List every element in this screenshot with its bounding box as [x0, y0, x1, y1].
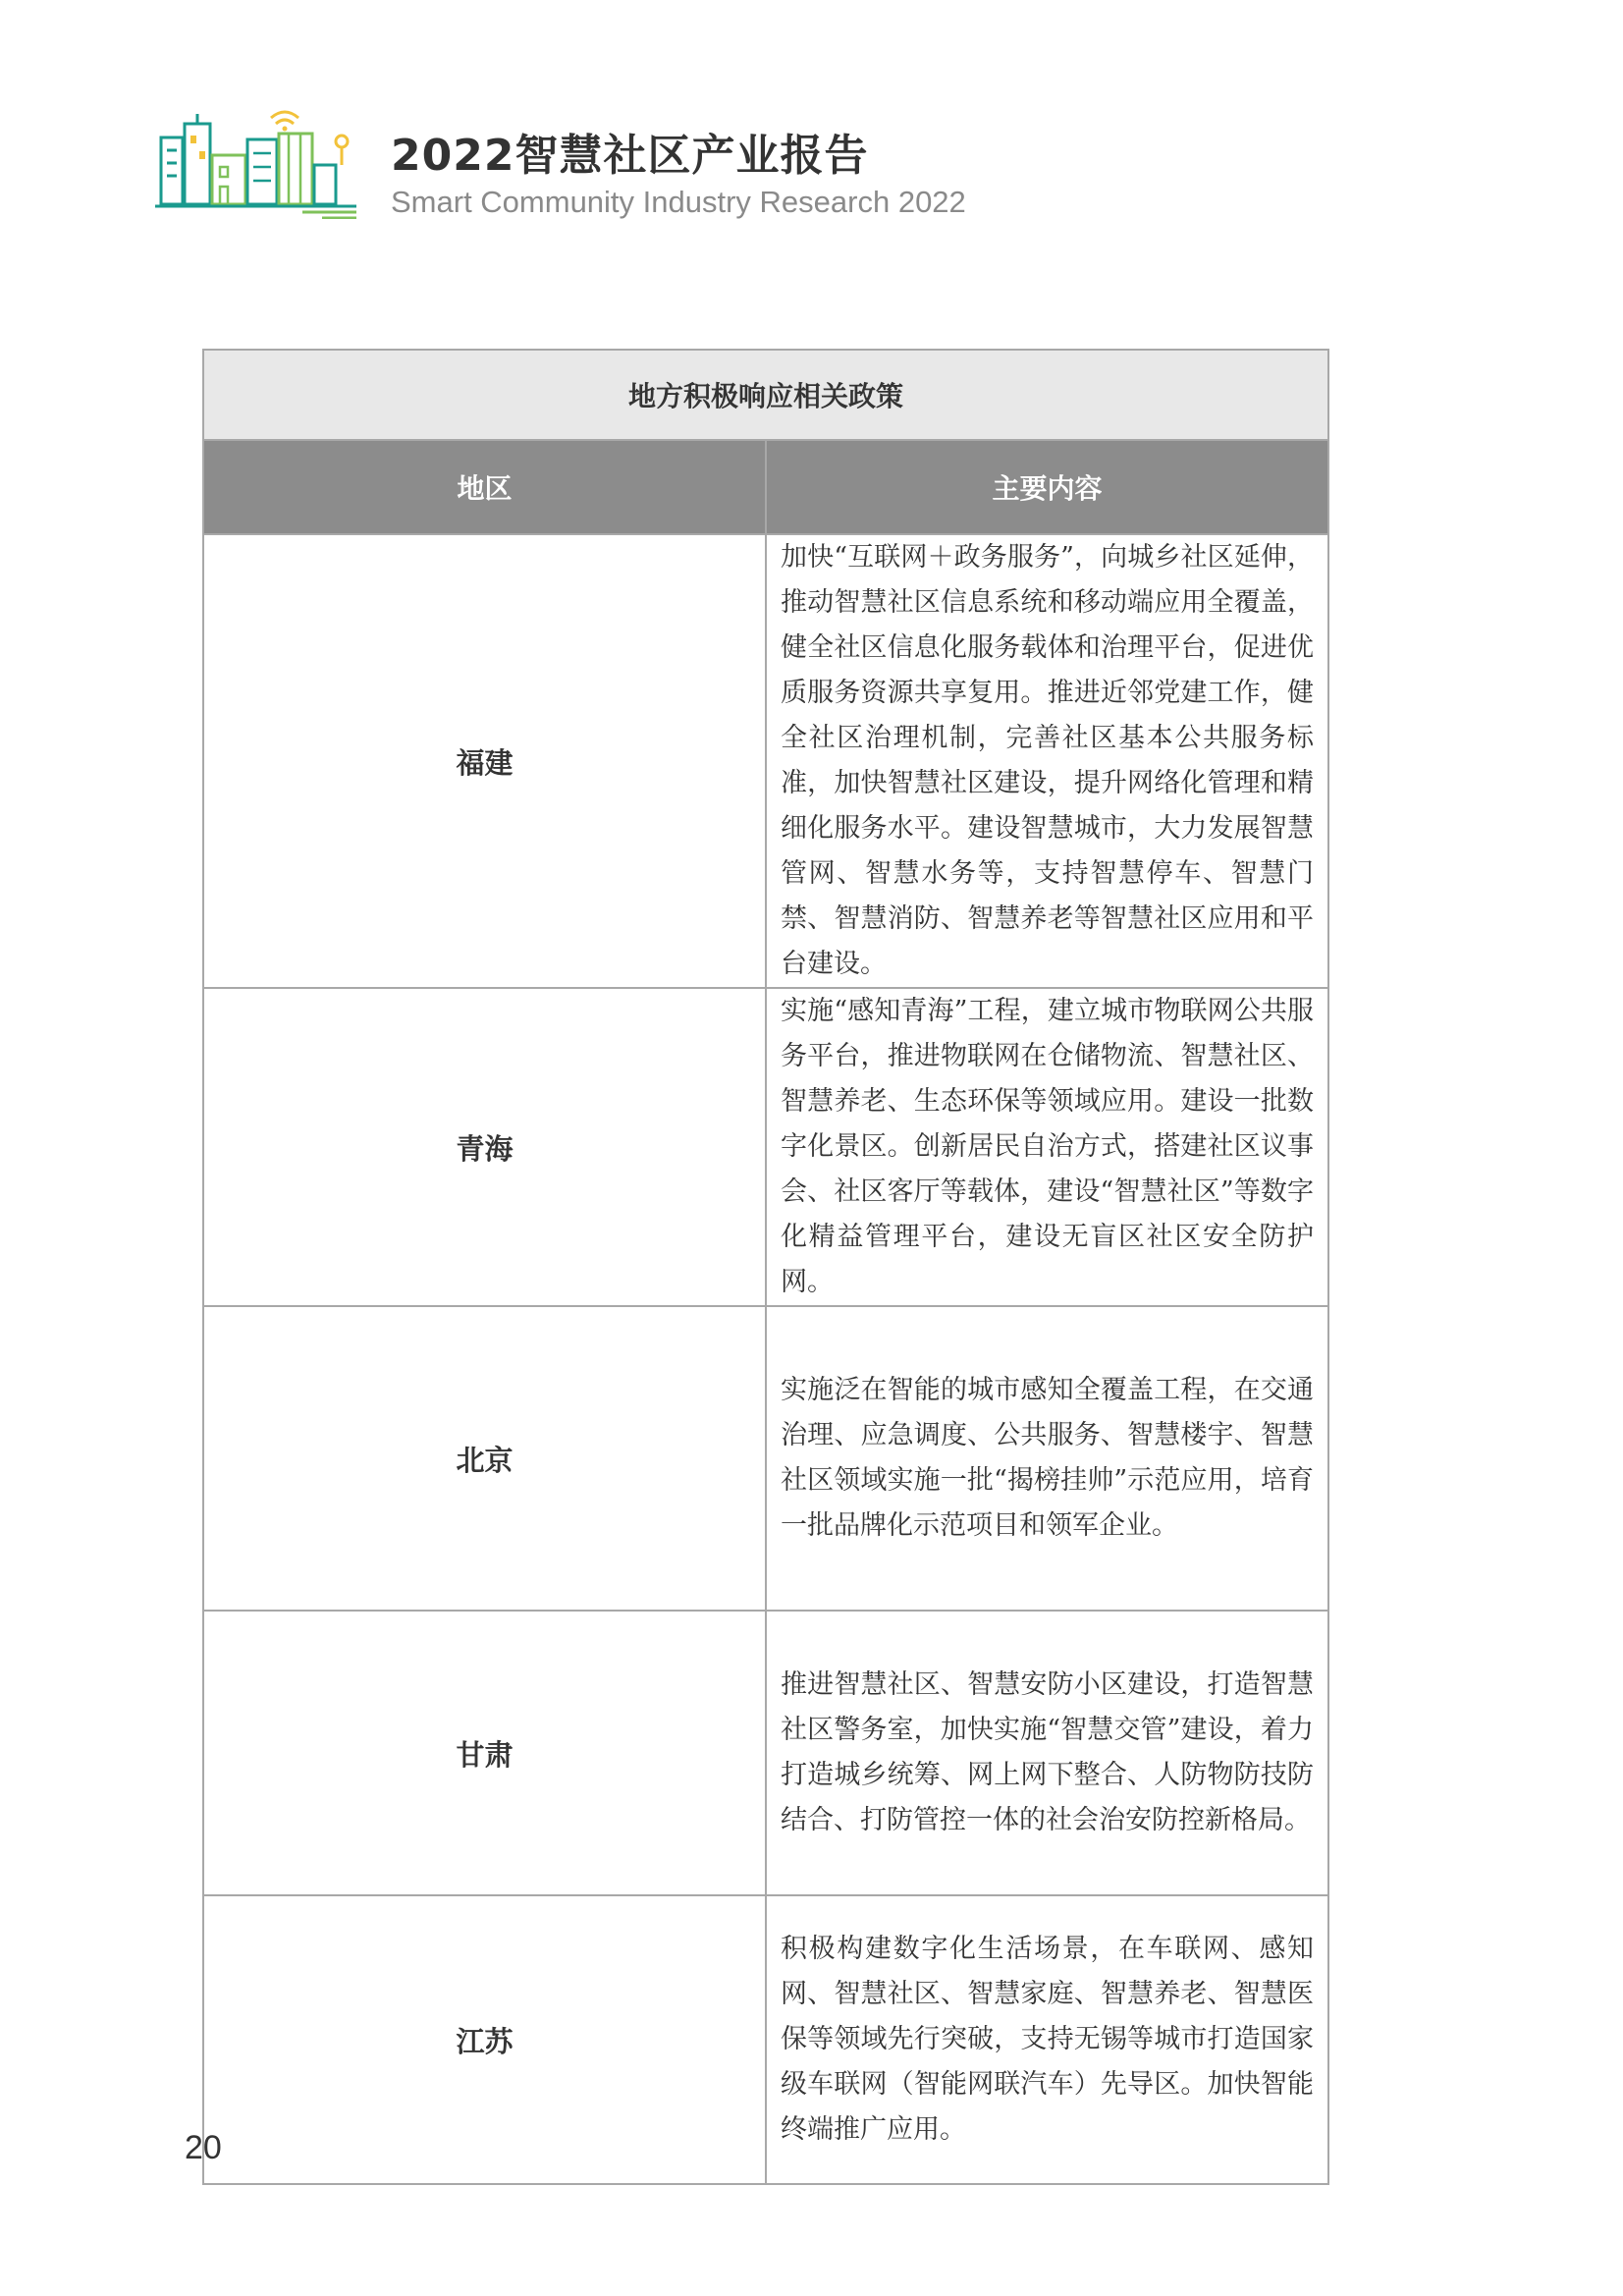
content-cell: 实施“感知青海”工程，建立城市物联网公共服务平台，推进物联网在仓储物流、智慧社区、智慧养老、生态环保等领域应用。建设一批数字化景区。创新居民自治方式，搭建社区议事会、社区客厅等载体，建设“智慧社区”等数字化精益管理平台，建设无盲区社区安全防护网。: [766, 988, 1328, 1306]
table-caption-row: [203, 350, 1328, 440]
region-cell: 甘肃: [203, 1611, 766, 1895]
region-cell: 青海: [203, 988, 766, 1306]
policy-table: [202, 349, 1329, 2185]
column-header-region: 地区: [203, 440, 766, 534]
table-row: [203, 1611, 1328, 1895]
report-title: 2022智慧社区产业报告: [391, 131, 869, 181]
column-header-content: 主要内容: [766, 440, 1328, 534]
city-buildings-logo-icon: [155, 96, 356, 219]
report-header: [155, 96, 1039, 234]
table-row: [203, 1895, 1328, 2184]
table-row: [203, 534, 1328, 988]
table-caption: 地方积极响应相关政策: [203, 350, 1328, 440]
content-cell: 加快“互联网＋政务服务”，向城乡社区延伸，推动智慧社区信息系统和移动端应用全覆盖，健全社区信息化服务载体和治理平台，促进优质服务资源共享复用。推进近邻党建工作，健全社区治理机制，完善社区基本公共服务标准，加快智慧社区建设，提升网络化管理和精细化服务水平。建设智慧城市，大力发展智慧管网、智慧水务等，支持智慧停车、智慧门禁、智慧消防、智慧养老等智慧社区应用和平台建设。: [766, 534, 1328, 988]
content-cell: 实施泛在智能的城市感知全覆盖工程，在交通治理、应急调度、公共服务、智慧楼宇、智慧社区领域实施一批“揭榜挂帅”示范应用，培育一批品牌化示范项目和领军企业。: [766, 1306, 1328, 1611]
page-number: 20: [185, 2129, 222, 2166]
table-row: [203, 988, 1328, 1306]
content-cell: 推进智慧社区、智慧安防小区建设，打造智慧社区警务室，加快实施“智慧交管”建设，着力打造城乡统筹、网上网下整合、人防物防技防结合、打防管控一体的社会治安防控新格局。: [766, 1611, 1328, 1895]
region-cell: 北京: [203, 1306, 766, 1611]
region-cell: 江苏: [203, 1895, 766, 2184]
region-cell: 福建: [203, 534, 766, 988]
content-cell: 积极构建数字化生活场景，在车联网、感知网、智慧社区、智慧家庭、智慧养老、智慧医保等领域先行突破，支持无锡等城市打造国家级车联网（智能网联汽车）先导区。加快智能终端推广应用。: [766, 1895, 1328, 2184]
report-subtitle: Smart Community Industry Research 2022: [391, 185, 966, 219]
table-row: [203, 1306, 1328, 1611]
table-header-row: [203, 440, 1328, 534]
